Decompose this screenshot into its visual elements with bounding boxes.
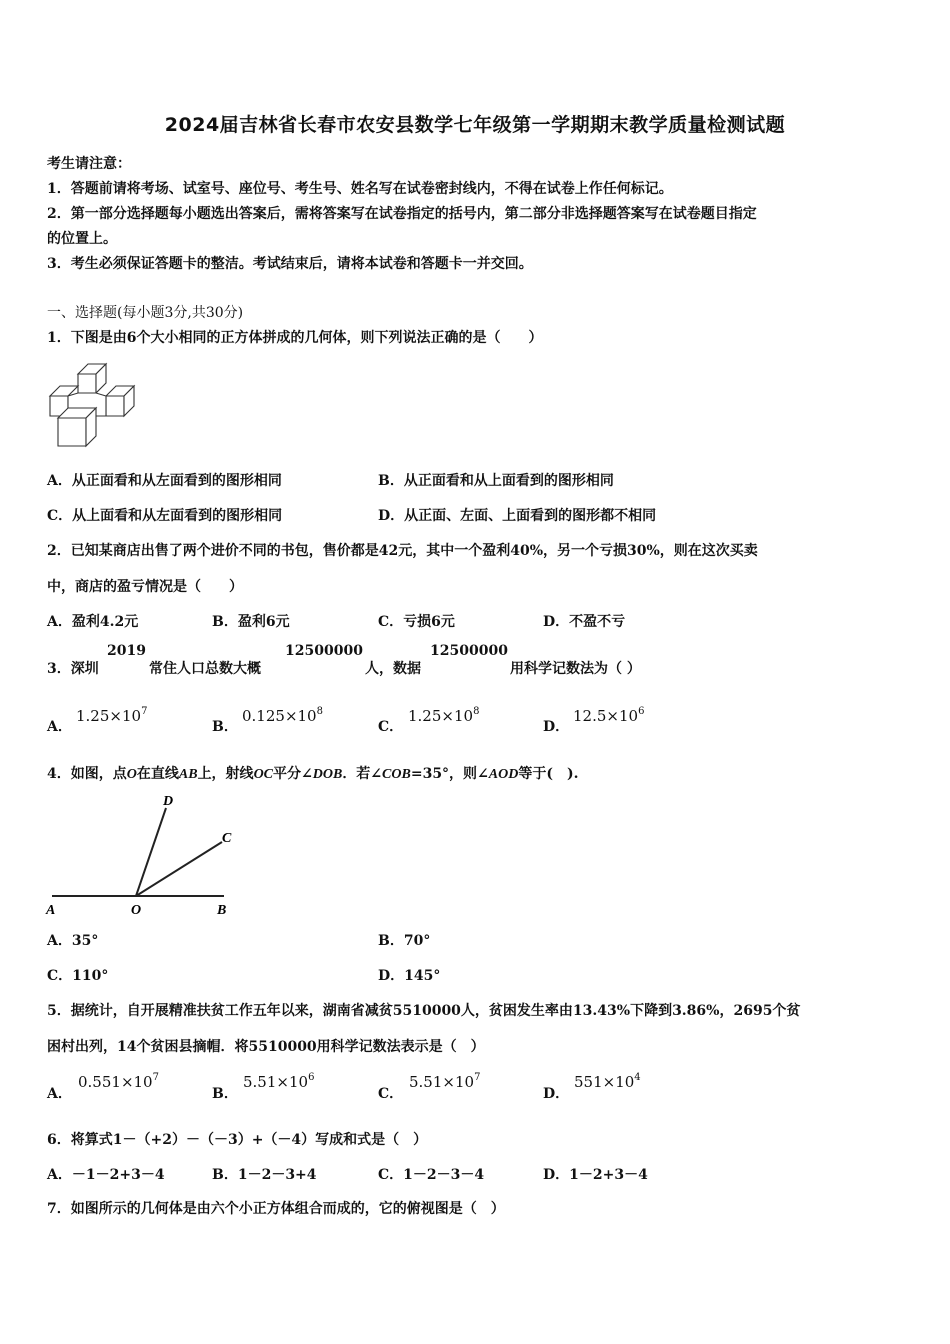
q2-option-a: A．盈利4.2元 [47, 614, 139, 630]
notice-item: 3．考生必须保证答题卡的整洁。考试结束后，请将本试卷和答题卡一并交回。 [47, 256, 533, 272]
q2-option-d: D．不盈不亏 [543, 614, 626, 630]
q5-option-b-math: $5.51\times 10^6$ [243, 1072, 315, 1091]
q3-option-a-math: $1.25\times 10^7$ [76, 706, 148, 725]
page-title: 2024届吉林省长春市农安县数学七年级第一学期期末教学质量检测试题 [164, 114, 786, 136]
q5-option-c: C． [378, 1086, 404, 1102]
q4-option-c: C．110° [47, 968, 109, 984]
q4-option-b: B．70° [378, 933, 431, 949]
q3-text: 常住人口总数大概 [149, 661, 261, 677]
q5-option-a-math: $0.551\times 10^7$ [78, 1072, 159, 1091]
q3-math: 2019 [107, 643, 146, 659]
q1-option-c: C．从上面看和从左面看到的图形相同 [47, 508, 283, 524]
question-5-stem: 5．据统计，自开展精准扶贫工作五年以来，湖南省减贫5510000人，贫困发生率由13.43%下降到3.86%，2695个贫 [47, 1003, 801, 1019]
q1-option-d: D．从正面、左面、上面看到的图形都不相同 [378, 508, 657, 524]
notice-item: 2．第一部分选择题每小题选出答案后，需将答案写在试卷指定的括号内，第二部分非选择题答案写在试卷题目指定 [47, 206, 757, 222]
notice-item: 1．答题前请将考场、试室号、座位号、考生号、姓名写在试卷密封线内，不得在试卷上作任何标记。 [47, 181, 673, 197]
q3-text: 人，数据 [365, 661, 421, 677]
label-d: D [163, 794, 174, 809]
q6-option-a: A．－1－2+3－4 [47, 1167, 165, 1183]
q5-option-b: B． [212, 1086, 238, 1102]
q5-option-c-math: $5.51\times 10^7$ [409, 1072, 481, 1091]
q1-option-b: B．从正面看和从上面看到的图形相同 [378, 473, 614, 489]
cube-solid-figure [44, 358, 150, 452]
question-2-stem: 2．已知某商店出售了两个进价不同的书包，售价都是42元，其中一个盈利40%，另一个亏损30%，则在这次买卖 [47, 543, 758, 559]
question-7-stem: 7．如图所示的几何体是由六个小正方体组合而成的，它的俯视图是（ ） [47, 1201, 505, 1217]
q2-option-c: C．亏损6元 [378, 614, 455, 630]
label-o: O [131, 903, 142, 918]
q3-option-b: B． [212, 719, 238, 735]
q4-option-d: D．145° [378, 968, 441, 984]
q3-text: 3．深圳 [47, 661, 99, 677]
angle-figure [44, 790, 244, 920]
section-heading: 一、选择题(每小题3分,共30分) [47, 305, 244, 321]
q5-option-a: A． [47, 1086, 72, 1102]
q1-option-a: A．从正面看和从左面看到的图形相同 [47, 473, 282, 489]
notice-header: 考生请注意： [47, 156, 131, 172]
question-2-stem-cont: 中，商店的盈亏情况是（ ） [47, 579, 243, 595]
q6-option-c: C．1－2－3－4 [378, 1167, 485, 1183]
q6-option-d: D．1－2+3－4 [543, 1167, 648, 1183]
q3-option-c: C． [378, 719, 404, 735]
q4-option-a: A．35° [47, 933, 99, 949]
q5-option-d: D． [543, 1086, 570, 1102]
q3-option-d-math: $12.5\times 10^6$ [573, 706, 645, 725]
question-4-stem: 4．如图，点O在直线AB上，射线OC平分∠DOB．若∠COB=35°，则∠AOD等于( ). [47, 766, 579, 782]
q3-text: 用科学记数法为（ ） [510, 661, 641, 677]
label-b: B [217, 903, 227, 918]
q2-option-b: B．盈利6元 [212, 614, 290, 630]
notice-item: 的位置上。 [47, 231, 117, 247]
q3-option-b-math: $0.125\times 10^8$ [242, 706, 323, 725]
question-6-stem: 6．将算式1－（+2）－（－3）+（－4）写成和式是（ ） [47, 1132, 428, 1148]
q3-option-c-math: $1.25\times 10^8$ [408, 706, 480, 725]
q3-math: 12500000 [430, 643, 508, 659]
q3-option-d: D． [543, 719, 570, 735]
q5-option-d-math: $551\times 10^4$ [574, 1072, 641, 1091]
q6-option-b: B．1－2－3+4 [212, 1167, 317, 1183]
q3-option-a: A． [47, 719, 72, 735]
label-a: A [46, 903, 56, 918]
question-5-stem-cont: 困村出列，14个贫困县摘帽．将5510000用科学记数法表示是（ ） [47, 1039, 485, 1055]
label-c: C [222, 831, 232, 846]
question-1-stem: 1．下图是由6个大小相同的正方体拼成的几何体，则下列说法正确的是（ ） [47, 330, 543, 346]
q3-math: 12500000 [285, 643, 363, 659]
